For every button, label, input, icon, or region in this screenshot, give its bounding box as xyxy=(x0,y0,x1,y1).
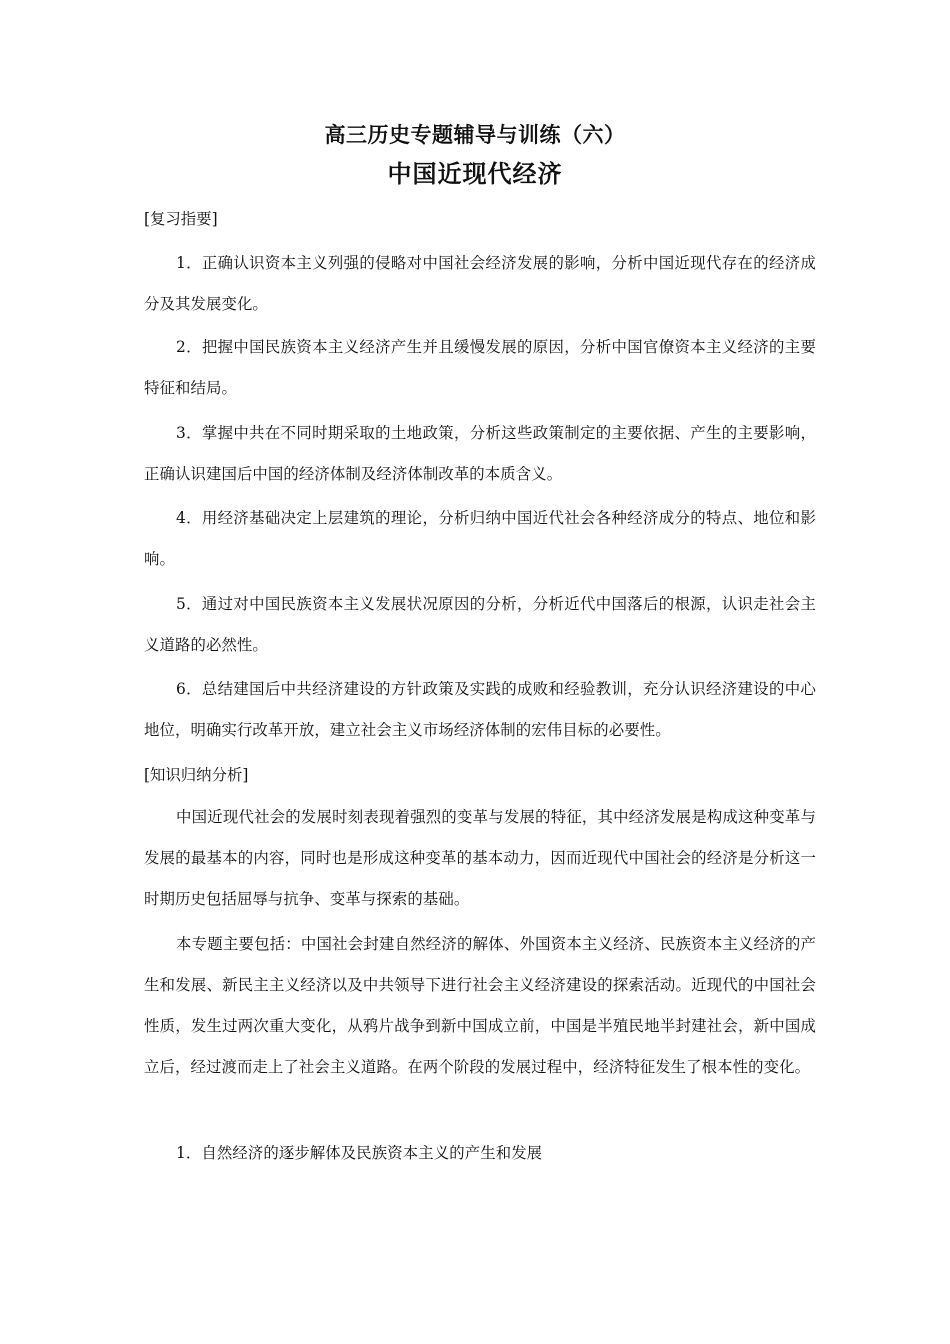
subsection-heading-1: 1．自然经济的逐步解体及民族资本主义的产生和发展 xyxy=(176,1144,543,1162)
review-item-5: 5．通过对中国民族资本主义发展状况原因的分析，分析近代中国落后的根源，认识走社会主义道路的必然性。 xyxy=(144,595,816,654)
review-item-6: 6．总结建国后中共经济建设的方针政策及实践的成败和经验教训，充分认识经济建设的中心地位，明确实行改革开放，建立社会主义市场经济体制的宏伟目标的必要性。 xyxy=(144,680,816,739)
analysis-section-label: [知识归纳分析] xyxy=(144,766,249,784)
document-title: 高三历史专题辅导与训练（六） xyxy=(324,123,626,147)
review-section-label: [复习指要] xyxy=(144,210,218,228)
analysis-paragraph-1: 中国近现代社会的发展时刻表现着强烈的变革与发展的特征，其中经济发展是构成这种变革与发展的最基本的内容，同时也是形成这种变革的基本动力，因而近现代中国社会的经济是分析这一时期历史包括屈辱与抗争、变革与探索的基础。 xyxy=(144,808,816,908)
review-item-1: 1．正确认识资本主义列强的侵略对中国社会经济发展的影响，分析中国近现代存在的经济成分及其发展变化。 xyxy=(144,254,816,313)
document-subtitle: 中国近现代经济 xyxy=(387,160,563,188)
analysis-paragraph-2: 本专题主要包括：中国社会封建自然经济的解体、外国资本主义经济、民族资本主义经济的产生和发展、新民主主义经济以及中共领导下进行社会主义经济建设的探索活动。近现代的中国社会性质，发生过两次重大变化，从鸦片战争到新中国成立前，中国是半殖民地半封建社会，新中国成立后，经过渡而走上了社会主义道路。在两个阶段的发展过程中，经济特征发生了根本性的变化。 xyxy=(144,935,816,1076)
review-item-2: 2．把握中国民族资本主义经济产生并且缓慢发展的原因，分析中国官僚资本主义经济的主要特征和结局。 xyxy=(144,338,816,397)
review-item-4: 4．用经济基础决定上层建筑的理论，分析归纳中国近代社会各种经济成分的特点、地位和影响。 xyxy=(144,509,816,568)
review-item-3: 3．掌握中共在不同时期采取的土地政策，分析这些政策制定的主要依据、产生的主要影响，正确认识建国后中国的经济体制及经济体制改革的本质含义。 xyxy=(144,424,816,483)
